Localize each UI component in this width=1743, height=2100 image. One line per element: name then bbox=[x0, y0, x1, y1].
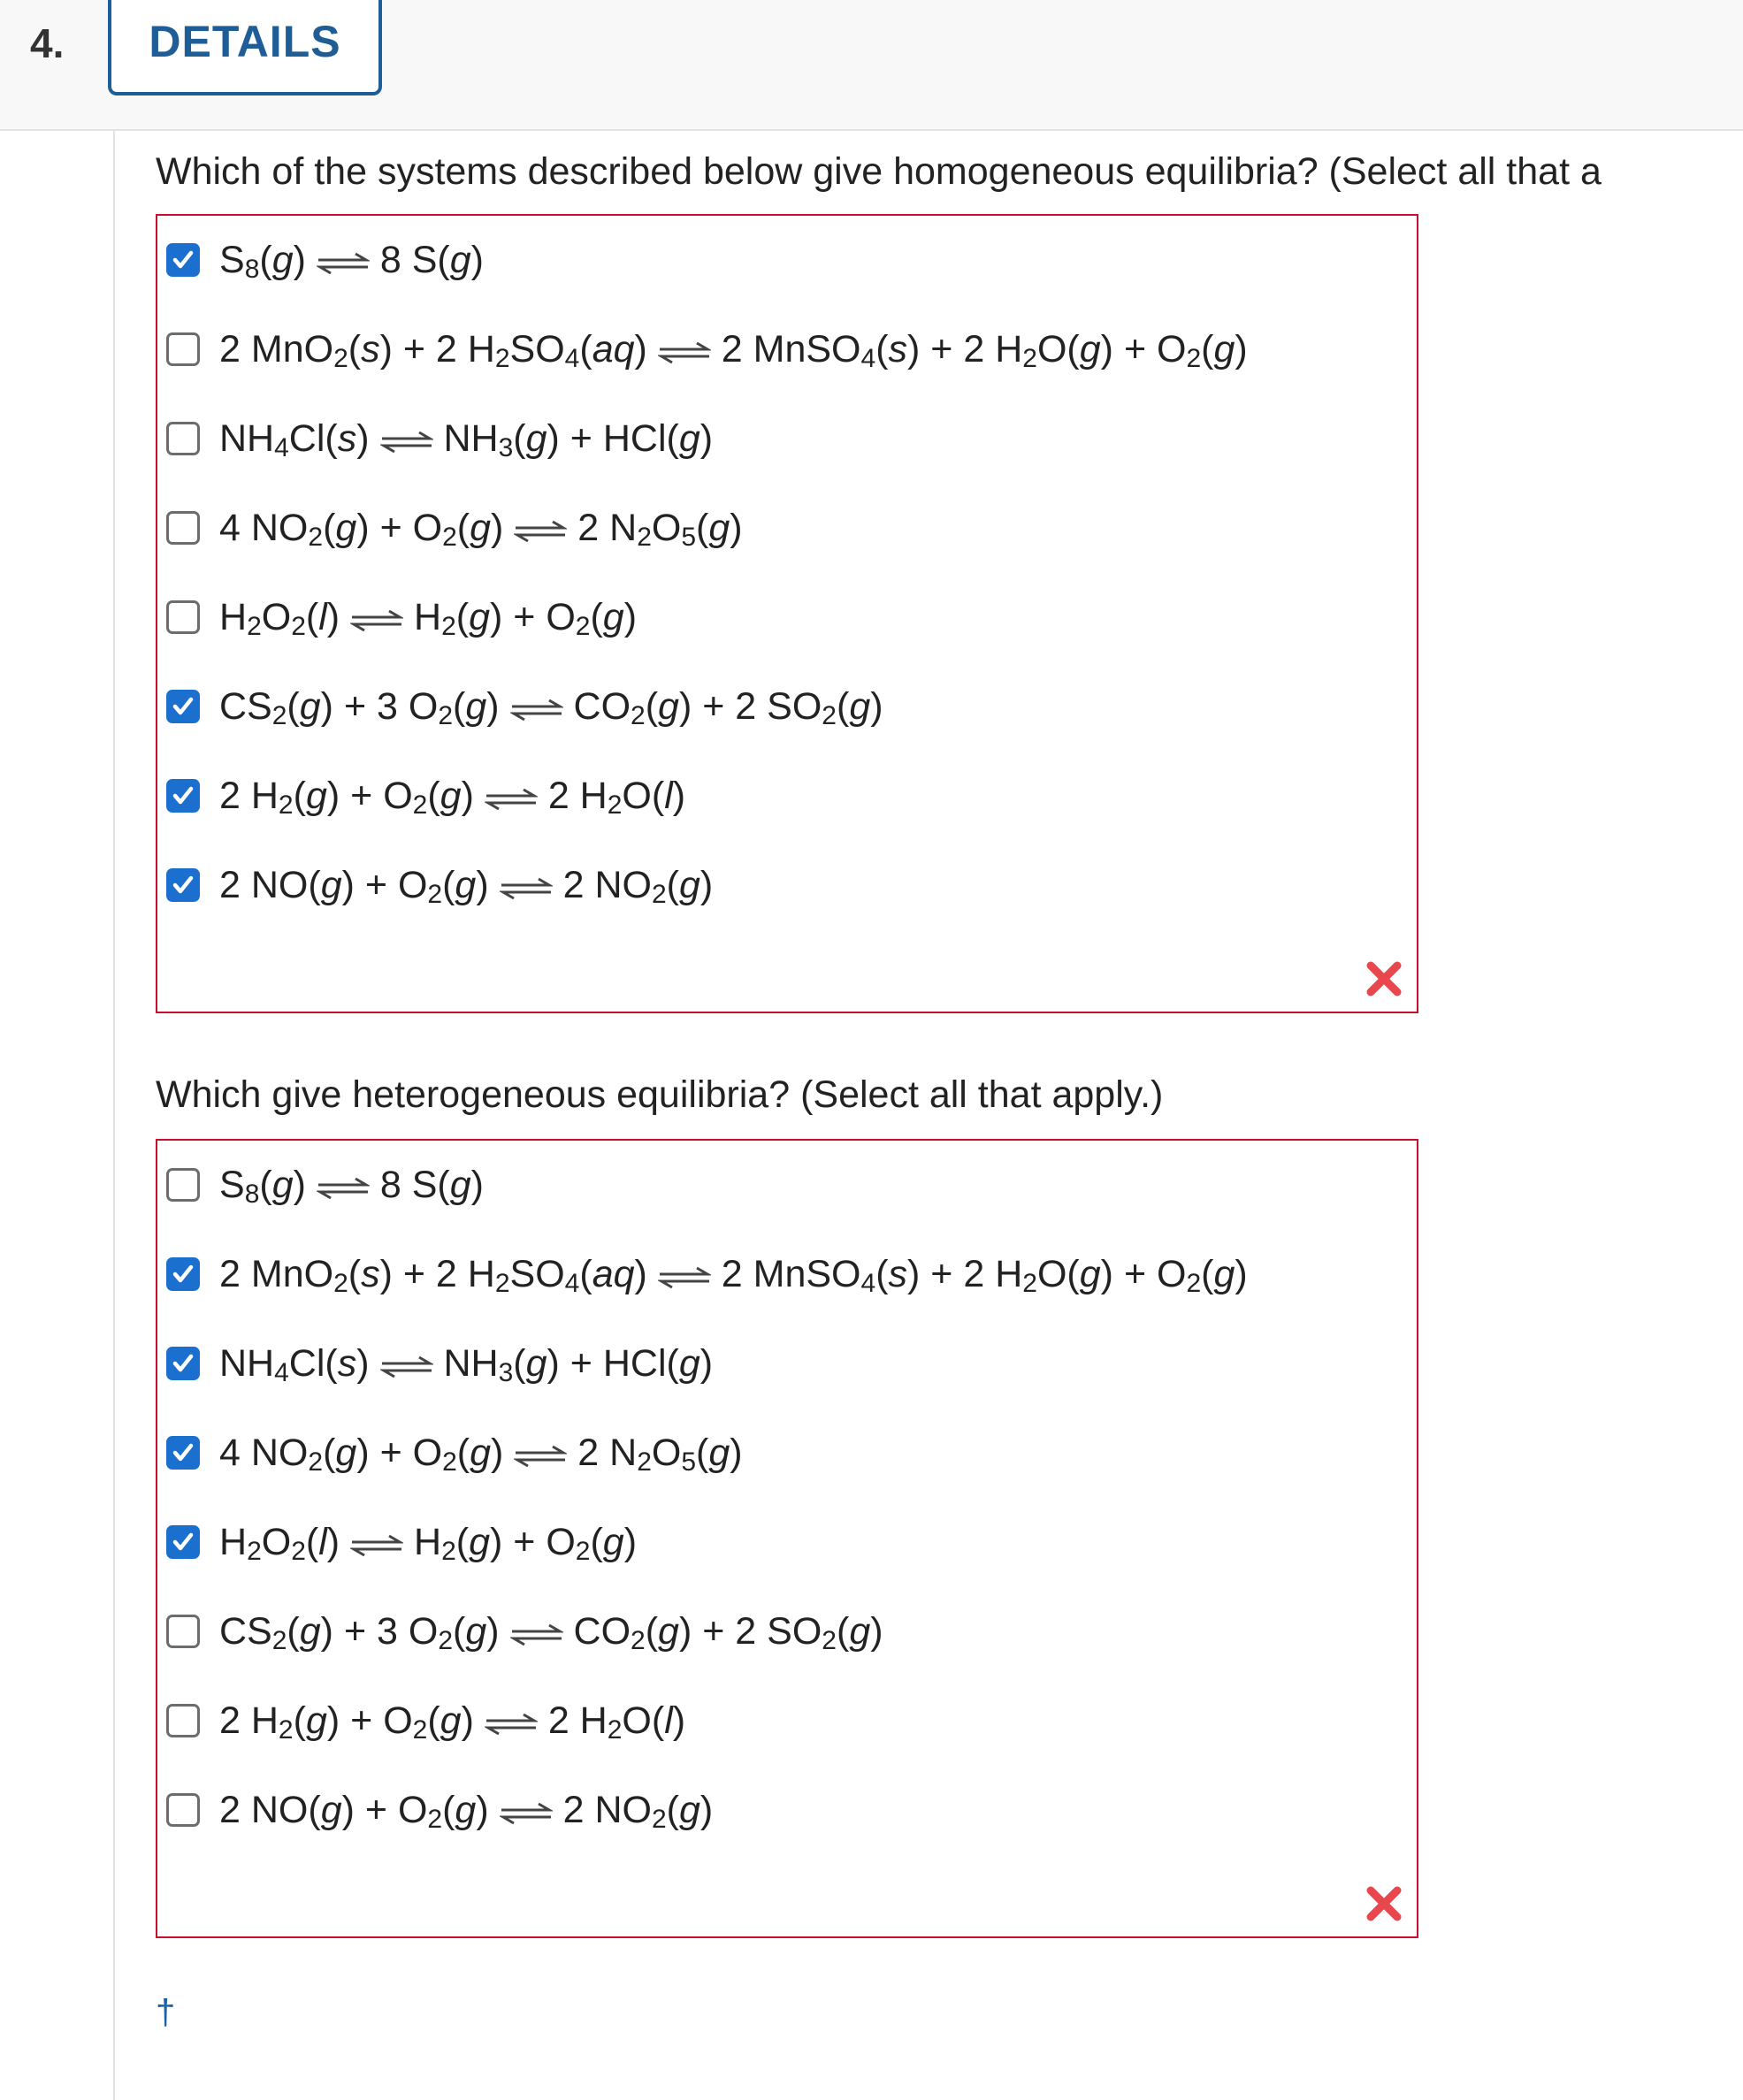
checkmark-icon bbox=[170, 247, 196, 273]
checkmark-icon bbox=[170, 1439, 196, 1466]
checkmark-icon bbox=[170, 872, 196, 898]
homogeneous-option-7[interactable] bbox=[166, 752, 685, 840]
homogeneous-option-1[interactable] bbox=[166, 216, 484, 304]
equilibrium-arrow-icon bbox=[500, 876, 553, 901]
footnote-dagger: † bbox=[156, 1993, 176, 2032]
heterogeneous-option-3[interactable] bbox=[166, 1319, 713, 1408]
checkbox-checked[interactable] bbox=[166, 1257, 200, 1291]
equilibrium-arrow-icon bbox=[485, 1712, 538, 1737]
equation-label: $CS_2(g) + 3$ $O_2(g) CO_2(g) + 2$ $SO_2(g)$ bbox=[219, 684, 883, 730]
equilibrium-arrow-icon bbox=[380, 1355, 433, 1379]
equilibrium-arrow-icon bbox=[514, 1444, 567, 1469]
checkbox-checked[interactable] bbox=[166, 690, 200, 723]
checkbox-checked[interactable] bbox=[166, 1525, 200, 1559]
checkbox-unchecked[interactable] bbox=[166, 332, 200, 366]
heterogeneous-option-4[interactable] bbox=[166, 1409, 743, 1497]
homogeneous-option-4[interactable] bbox=[166, 484, 743, 572]
equation-label: $H_2O_2(l) H_2(g) + O_2(g)$ bbox=[219, 595, 638, 641]
equation-label: $NH_4Cl(s) NH_3(g) + HCl(g)$ bbox=[219, 416, 714, 462]
heterogeneous-option-1[interactable] bbox=[166, 1141, 484, 1229]
heterogeneous-prompt: Which give heterogeneous equilibria? (Select all that apply.) bbox=[156, 1073, 1164, 1116]
equation-label: 4 $NO_2(g) + O_2(g)$ 2 $N_2O_5(g)$ bbox=[219, 1431, 743, 1477]
heterogeneous-option-5[interactable] bbox=[166, 1498, 637, 1586]
homogeneous-option-3[interactable] bbox=[166, 394, 713, 483]
checkbox-checked[interactable] bbox=[166, 868, 200, 902]
checkbox-unchecked[interactable] bbox=[166, 600, 200, 634]
checkbox-unchecked[interactable] bbox=[166, 1168, 200, 1202]
question-number: 4. bbox=[30, 20, 65, 66]
equation-label: $NH_4Cl(s) NH_3(g) + HCl(g)$ bbox=[219, 1341, 714, 1387]
heterogeneous-option-2[interactable] bbox=[166, 1230, 1248, 1318]
checkmark-icon bbox=[170, 1350, 196, 1377]
details-tab-label: DETAILS bbox=[149, 17, 341, 66]
homogeneous-option-5[interactable] bbox=[166, 573, 637, 661]
checkbox-unchecked[interactable] bbox=[166, 1615, 200, 1648]
equation-label: 2 $H_2(g) + O_2(g)$ 2 $H_2O(l)$ bbox=[219, 1699, 686, 1745]
checkmark-icon bbox=[170, 783, 196, 809]
equilibrium-arrow-icon bbox=[510, 1623, 563, 1647]
equilibrium-arrow-icon bbox=[350, 608, 403, 633]
incorrect-x-icon bbox=[1364, 958, 1404, 999]
checkbox-unchecked[interactable] bbox=[166, 1793, 200, 1827]
incorrect-x-icon bbox=[1364, 1883, 1404, 1924]
content-divider bbox=[113, 131, 115, 2100]
equation-label: $S_8(g)$ 8 S(g) bbox=[219, 238, 484, 284]
equation-label: 2 $NO(g) + O_2(g)$ 2 $NO_2(g)$ bbox=[219, 863, 714, 909]
homogeneous-option-2[interactable] bbox=[166, 305, 1248, 393]
homogeneous-option-6[interactable] bbox=[166, 662, 883, 751]
heterogeneous-option-7[interactable] bbox=[166, 1676, 685, 1765]
checkbox-unchecked[interactable] bbox=[166, 511, 200, 545]
checkbox-checked[interactable] bbox=[166, 1436, 200, 1470]
equation-label: $H_2O_2(l) H_2(g) + O_2(g)$ bbox=[219, 1520, 638, 1566]
equation-label: $S_8(g)$ 8 S(g) bbox=[219, 1163, 484, 1209]
checkbox-unchecked[interactable] bbox=[166, 422, 200, 455]
question-header bbox=[0, 0, 1743, 131]
checkmark-icon bbox=[170, 1529, 196, 1555]
checkbox-checked[interactable] bbox=[166, 779, 200, 813]
checkbox-checked[interactable] bbox=[166, 243, 200, 277]
equation-label: 4 $NO_2(g) + O_2(g)$ 2 $N_2O_5(g)$ bbox=[219, 506, 743, 552]
equilibrium-arrow-icon bbox=[317, 251, 370, 276]
equilibrium-arrow-icon bbox=[658, 1265, 711, 1290]
equilibrium-arrow-icon bbox=[510, 698, 563, 722]
checkmark-icon bbox=[170, 693, 196, 720]
equation-label: 2 MnO$_2$(s) + 2 $H_2SO_4(aq)$ 2 MnSO$_4$(s) + 2 $H_2O(g) + O_2(g)$ bbox=[219, 1252, 1248, 1298]
checkbox-unchecked[interactable] bbox=[166, 1704, 200, 1737]
equation-label: 2 MnO$_2$(s) + 2 $H_2SO_4(aq)$ 2 MnSO$_4$(s) + 2 $H_2O(g) + O_2(g)$ bbox=[219, 327, 1248, 373]
checkmark-icon bbox=[170, 1261, 196, 1287]
equilibrium-arrow-icon bbox=[485, 787, 538, 812]
equilibrium-arrow-icon bbox=[350, 1533, 403, 1558]
equilibrium-arrow-icon bbox=[500, 1801, 553, 1826]
equation-label: 2 $H_2(g) + O_2(g)$ 2 $H_2O(l)$ bbox=[219, 774, 686, 820]
homogeneous-option-8[interactable] bbox=[166, 841, 713, 929]
homogeneous-prompt: Which of the systems described below give homogeneous equilibria? (Select all that a bbox=[156, 150, 1602, 193]
heterogeneous-option-8[interactable] bbox=[166, 1766, 713, 1854]
equilibrium-arrow-icon bbox=[317, 1176, 370, 1201]
checkbox-checked[interactable] bbox=[166, 1347, 200, 1380]
heterogeneous-option-6[interactable] bbox=[166, 1587, 883, 1676]
heterogeneous-answer-box bbox=[156, 1139, 1418, 1938]
equilibrium-arrow-icon bbox=[380, 430, 433, 454]
details-tab[interactable] bbox=[108, 0, 382, 95]
equation-label: 2 $NO(g) + O_2(g)$ 2 $NO_2(g)$ bbox=[219, 1788, 714, 1834]
equation-label: $CS_2(g) + 3$ $O_2(g) CO_2(g) + 2$ $SO_2(g)$ bbox=[219, 1609, 883, 1655]
equilibrium-arrow-icon bbox=[658, 340, 711, 365]
homogeneous-answer-box bbox=[156, 214, 1418, 1013]
equilibrium-arrow-icon bbox=[514, 519, 567, 544]
